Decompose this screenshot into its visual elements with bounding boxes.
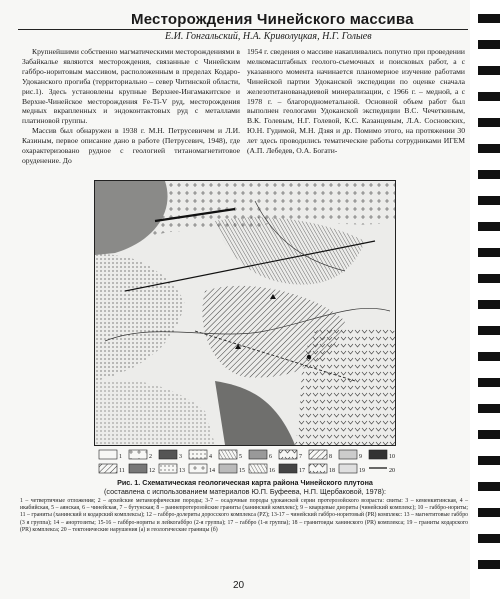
legend-number: 4 (209, 454, 212, 460)
left-column (22, 47, 240, 166)
figure-caption (20, 478, 470, 496)
legend-number: 13 (179, 468, 185, 474)
page-number: 20 (233, 580, 245, 591)
figure-legend-text: 1 – четвертичные отложения; 2 – архейские метаморфические породы; 3-7 – осадочные породы удоканской серии протерозойского возраста: свиты: 3 – кеменкитинская, 4 – икабийская, 5 – аянская, 6 – чинейская, 7 – бутунская; 8 – раннепротерозойские граниты (ханинский комплекс); 9 – кварцевые диориты (чинейский комплекс); 10 – габбро-нориты; 11 – граниты (ханинский и кодарский комплексы); 12 – габбро-долериты доросского комплекса (PZ); 13-17 – чинейский габбро-норитовый (PR) комплекс: 13 – магнетитовые габбро (3 я группа); 14 – анортозиты; 15-16 – габбро-нориты и лейкогаббро (2-я группа); 17 – габбро (1-я группа); 18 – гранитоиды ханинского (PR) комплекса; 19 – граниты кодарского (PR) комплекса; 20 – тектонические нарушения (а) и геологические границы (б) (20, 498, 468, 533)
map-legend (95, 448, 395, 476)
legend-number: 12 (149, 468, 155, 474)
paragraph: 1954 г. сведения о массиве накапливались попутно при проведении мелкомасштабных геолого-съемочных и поисковых работ, а с указанного момента начинается планомерное изучение работами Чинейской партии Удоканской экспедиции по оценке сначала железотитанованадиевой минерализации, с 1966 г. – медной, а с 1978 г. – благороднометальной. Основной объем работ был выполнен геологами Удоканской экспедиции В.С. Чечеткиным, В.К. Голевым, Н.Г. Голевой, К.С. Казанцевым, Л.А. Сосновских, Ю.Н. Гудимой, М.Н. Дзяя и др. Помимо этого, на протяжении 30 лет здесь проводились тематические работы сотрудниками ИГЕМ (А.П. Лебедев, О.А. Богати- (247, 47, 465, 156)
paragraph: Крупнейшими собственно магматическими месторождениями в Забайкалье являются месторождения, связанные с Чинейским габбро-норитовым массивом, расположенным в пределах Кодаро-Удоканского прогиба (территориально – север Читинской области, рис.1). Здесь установлены крупные Верхнее-Ингамакитское и Верхне-Чинейское месторождения Fe-Ti-V руд, месторождения медных вкрапленных и эндоконтактовых руд с металлами платиновой группы. (22, 47, 240, 126)
right-column (247, 47, 465, 156)
article-title: Месторождения Чинейского массива (131, 11, 414, 28)
legend-number: 20 (389, 468, 395, 474)
legend-number: 5 (239, 454, 242, 460)
ore-occurrence (307, 355, 311, 359)
legend-number: 3 (179, 454, 182, 460)
legend-number: 16 (269, 468, 275, 474)
legend-number: 19 (359, 468, 365, 474)
legend-number: 1 (119, 454, 122, 460)
legend-number: 9 (359, 454, 362, 460)
figure-caption-source: (составлена с использованием материалов Ю.П. Буфеева, Н.П. Щербаковой, 1978): (104, 487, 386, 496)
binding-spine (470, 0, 500, 599)
figure-caption-title: Рис. 1. Схематическая геологическая карта района Чинейского плутона (117, 478, 373, 487)
legend-number: 15 (239, 468, 245, 474)
legend-number: 18 (329, 468, 335, 474)
legend-number: 8 (329, 454, 332, 460)
legend-number: 11 (119, 468, 125, 474)
legend-number: 2 (149, 454, 152, 460)
title-divider (18, 29, 468, 30)
legend-number: 17 (299, 468, 305, 474)
legend-number: 14 (209, 468, 215, 474)
article-authors: Е.И. Гонгальский, Н.А. Криволуцкая, Н.Г. Голыев (165, 31, 372, 42)
legend-number: 10 (389, 454, 395, 460)
legend-number: 6 (269, 454, 272, 460)
geological-map (94, 180, 396, 446)
legend-row-1 (99, 450, 387, 459)
legend-number: 7 (299, 454, 302, 460)
map-unit-southeast (295, 327, 395, 445)
paragraph: Массив был обнаружен в 1938 г. М.Н. Петрусевичем и Л.И. Казиным, первое описание дано в работе (Петрусевич, 1948), где охарактеризовано рудное с геологией титаномагнетитовое оруденение. До (22, 126, 240, 165)
